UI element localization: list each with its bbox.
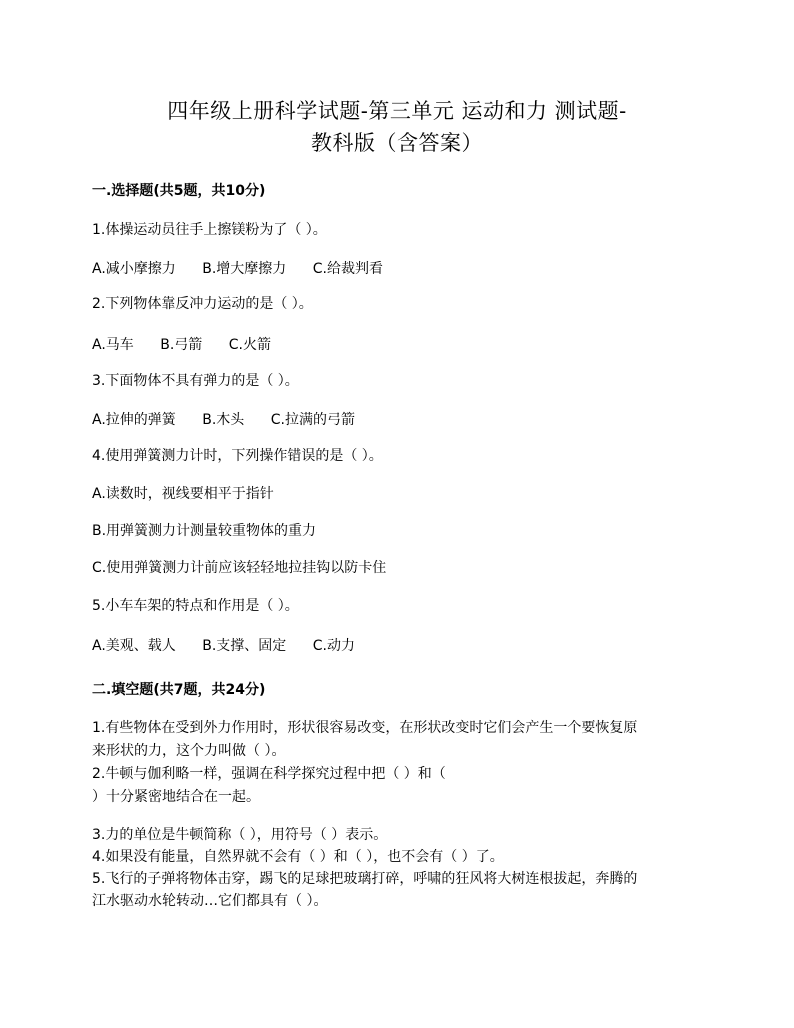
option: A.读数时，视线要相平于指针 [92,486,274,502]
option: C.动力 [312,638,355,654]
option: B.弓箭 [160,337,203,353]
question-stem: 2.下列物体靠反冲力运动的是（ ）。 [92,296,313,312]
option: C.拉满的弓箭 [270,412,355,428]
text-line: ）十分紧密地结合在一起。 [92,789,260,805]
section-heading-fill-in: 二.填空题(共7题，共24分) [92,682,266,698]
option: C.火箭 [228,337,271,353]
option: B.增大摩擦力 [202,261,287,277]
document-title-line-1: 四年级上册科学试题-第三单元 运动和力 测试题- [167,99,627,123]
question-stem: 5.小车车架的特点和作用是（ ）。 [92,598,299,614]
text-line: 4.如果没有能量，自然界就不会有（ ）和（ ），也不会有（ ）了。 [92,849,504,865]
document-title-line-2: 教科版（含答案） [311,131,483,155]
question-options [92,258,405,278]
option: B.支撑、固定 [202,638,287,654]
option: A.美观、载人 [92,638,176,654]
option: B.木头 [202,412,245,428]
question-stem: 3.下面物体不具有弹力的是（ ）。 [92,373,299,389]
option: A.拉伸的弹簧 [92,412,176,428]
text-line: 2.牛顿与伽利略一样，强调在科学探究过程中把（ ）和（ [92,766,446,782]
question-stem: 4.使用弹簧测力计时，下列操作错误的是（ ）。 [92,448,383,464]
question-stem: 1.体操运动员往手上擦镁粉为了（ ）。 [92,222,327,238]
text-line: 江水驱动水轮转动…它们都具有（ ）。 [92,893,328,909]
option: C.使用弹簧测力计前应该轻轻地拉挂钩以防卡住 [92,560,387,576]
text-line: 1.有些物体在受到外力作用时，形状很容易改变，在形状改变时它们会产生一个要恢复原 [92,720,638,736]
section-heading-choice: 一.选择题(共5题，共10分) [92,183,266,199]
option: A.减小摩擦力 [92,261,176,277]
question-options [92,409,377,429]
question-options [92,635,377,655]
text-line: 3.力的单位是牛顿简称（ ），用符号（ ）表示。 [92,827,388,843]
question-options [92,334,293,354]
option: B.用弹簧测力计测量较重物体的重力 [92,523,317,539]
option: C.给裁判看 [312,261,383,277]
option: A.马车 [92,337,134,353]
text-line: 5.飞行的子弹将物体击穿，踢飞的足球把玻璃打碎，呼啸的狂风将大树连根拔起，奔腾的 [92,871,638,887]
text-line: 来形状的力，这个力叫做（ ）。 [92,743,286,759]
